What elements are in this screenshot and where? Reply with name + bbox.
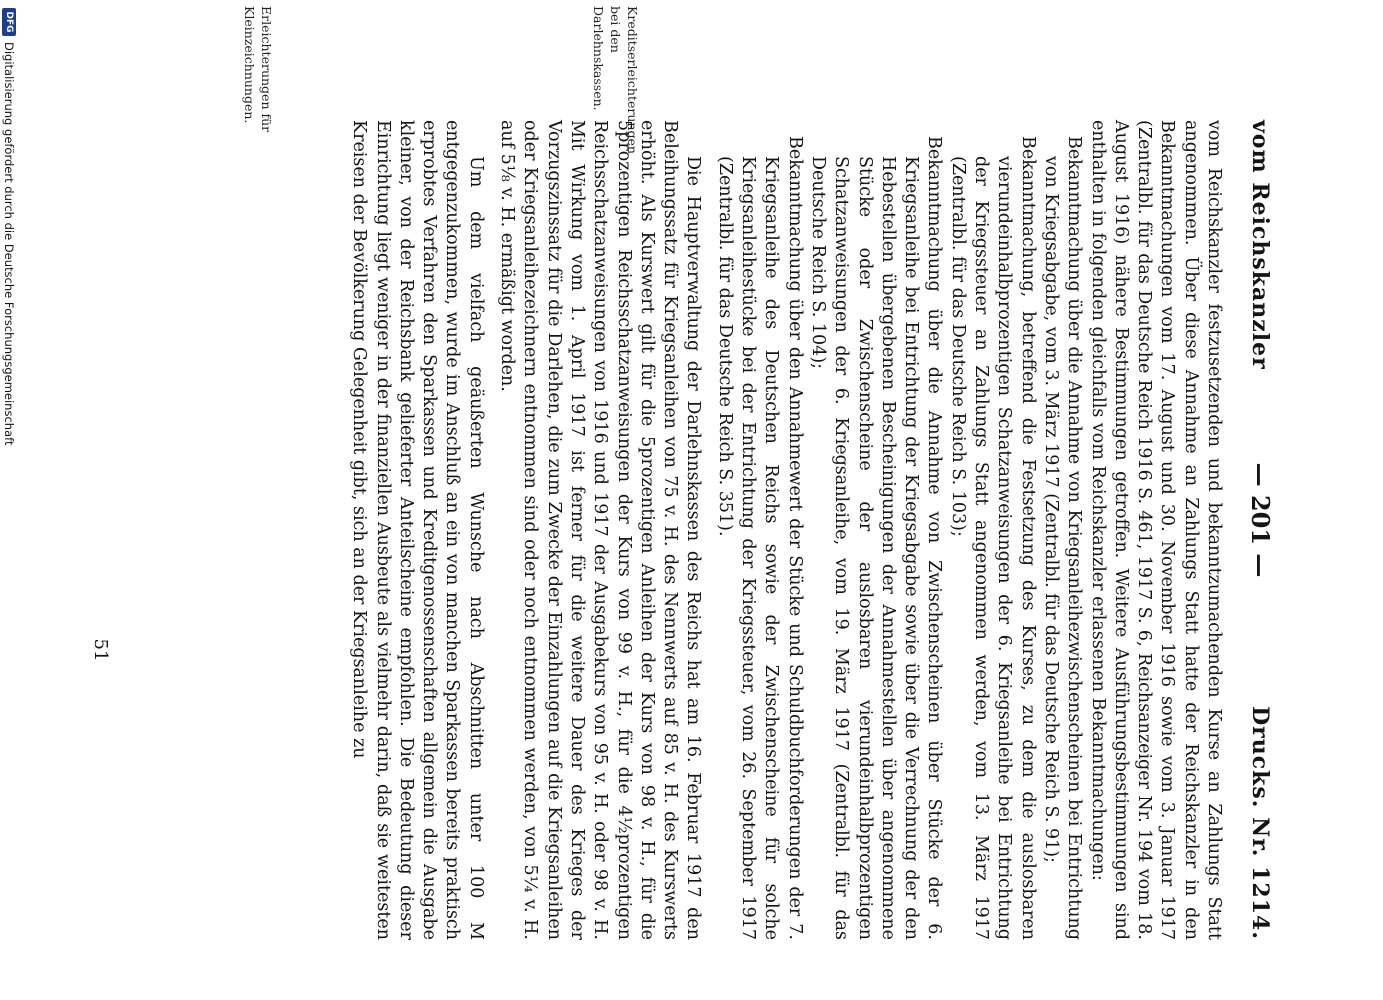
- paragraph-3: Um dem vielfach geäußerten Wunsche nach Abschnitten unter 100 M entgegenzukommen, wurde im Anschluß an ein von manchen Sparkassen bereits praktisch erprobtes Verfahren den Sparkassen und Kreditgenossenschaften allgemein die Ausgabe kleiner, von der Reichsbank gelieferter Anteilscheine empfohlen. Die Bedeutung dieser Einrichtung liegt weniger in der finanziellen Ausbeute als vielmehr darin, daß sie weitesten Kreisen der Bevölkerung Gelegenheit gibt, sich an der Kriegsanleihe zu: [349, 120, 486, 940]
- running-head-left: vom Reichskanzler: [1247, 120, 1273, 370]
- digitization-credit: [0, 0, 18, 1000]
- margin-note-kleinzeichnungen: Erleichterungen für Kleinzeichnungen.: [242, 6, 274, 133]
- body-text: [347, 120, 1225, 940]
- dfg-logo: DFG: [2, 8, 16, 36]
- sheet-number: 51: [90, 638, 111, 662]
- list-item: Bekanntmachung über die Annahme von Kriegsanleihezwischenscheinen bei Entrichtung von Kriegsabgabe, vom 3. März 1917 (Zentralbl. für das Deutsche Reich S. 91);: [1040, 136, 1085, 940]
- document-number: Drucks. Nr. 1214.: [1247, 706, 1273, 940]
- credit-text: Digitalisierung gefördert durch die Deutsche Forschungsgemeinschaft: [2, 42, 16, 446]
- list-item: Bekanntmachung, betreffend die Festsetzung des Kurses, zu dem die auslosbaren vierundeinhalbprozentigen Schatzanweisungen der 6. Kriegsanleihe bei Entrichtung der Kriegssteuer an Zahlungs Statt angenommen werden, vom 13. März 1917 (Zentralbl. für das Deutsche Reich S. 103);: [947, 136, 1038, 940]
- list-item: Bekanntmachung über den Annahmewert der Stücke und Schuldbuchforderungen der 7. Kriegsanleihe des Deutschen Reichs sowie der Zwischenscheine für solche Kriegsanleihestücke bei der Entrichtung der Kriegssteuer, vom 26. September 1917 (Zentralbl. für das Deutsche Reich S. 351).: [714, 136, 805, 940]
- page-number: — 201 —: [1246, 462, 1275, 578]
- paragraph-2: Die Hauptverwaltung der Darlehnskassen des Reichs hat am 16. Februar 1917 den Beleihungssatz für Kriegsanleihen von 75 v. H. des Nennwerts auf 85 v. H. des Kurswerts erhöht. Als Kurswert gilt für die 5prozentigen Anleihen der Kurs von 98 v. H., für die 5prozentigen Reichsschatzanweisungen der Kurs von 99 v. H., für die 4½prozentigen Reichsschatzanweisungen von 1916 und 1917 der Ausgabekurs von 95 v. H. oder 98 v. H. Mit Wirkung vom 1. April 1917 ist ferner für die weitere Dauer des Krieges der Vorzugszinssatz für die Darlehen, die zum Zwecke der Einzahlungen auf die Kriegsanleihen oder Kriegsanleihezeichnern entnommen sind oder noch entnommen werden, von 5¼ v. H. auf 5⅛ v. H. ermäßigt worden.: [497, 120, 704, 940]
- margin-note-darlehnskassen: Kreditserleichterungen bei den Darlehnskassen.: [591, 6, 640, 154]
- list-item: Bekanntmachung über die Annahme von Zwischenscheinen über Stücke der 6. Kriegsanleihe bei Entrichtung der Kriegsabgabe sowie über die Verrechnung der den Hebestellen übergebenen Bescheinigungen der Annahmestellen über angenommene Stücke oder Zwischenscheine der auslosbaren vierundeinhalbprozentigen Schatzanweisungen der 6. Kriegsanleihe, vom 19. März 1917 (Zentralbl. für das Deutsche Reich S. 104);: [807, 136, 945, 940]
- paragraph-1: vom Reichskanzler festzusetzenden und bekanntzumachenden Kurse an Zahlungs Statt angenommen. Über diese Annahme an Zahlungs Statt hatte der Reichskanzler in den Bekanntmachungen vom 17. August und 30. November 1916 sowie vom 3. Januar 1917 (Zentralbl. für das Deutsche Reich 1916 S. 461, 1917 S. 6, Reichsanzeiger Nr. 194 vom 18. August 1916) nähere Bestimmungen getroffen. Weitere Ausführungsbestimmungen sind enthalten in folgenden gleichfalls vom Reichskanzler erlassenen Bekanntmachungen:: [1087, 120, 1224, 940]
